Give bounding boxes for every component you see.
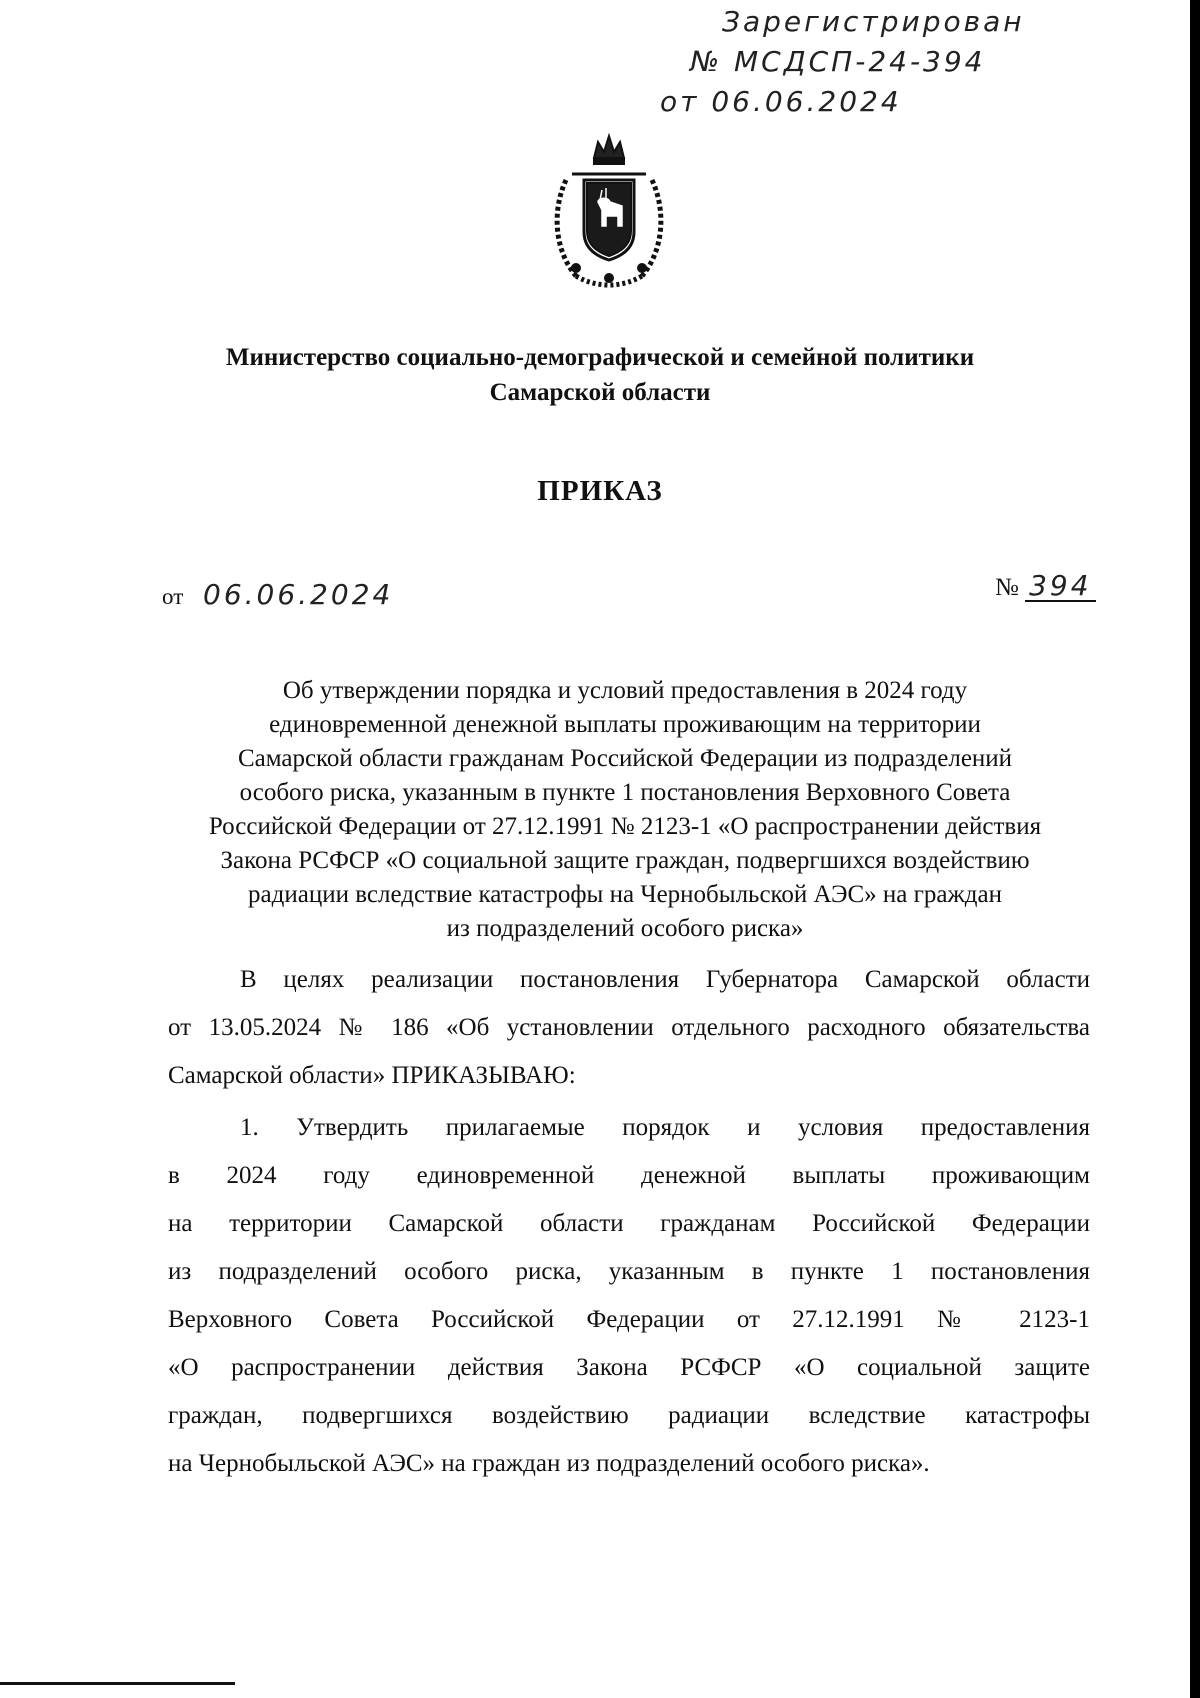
paragraph-line: «О распространении действия Закона РСФСР «О социальной защите (168, 1354, 1090, 1381)
scan-right-border (1190, 0, 1200, 1698)
date-value: 06.06.2024 (203, 578, 394, 611)
ministry-line-2: Самарской области (489, 379, 711, 406)
date-prefix: от (162, 584, 184, 609)
registration-line-2: № МСДСП-24-394 (690, 45, 986, 78)
document-type: ПРИКАЗ (537, 475, 663, 507)
order-item-1 (168, 1104, 1090, 1488)
number-value: 394 (1025, 572, 1095, 602)
paragraph-line: Верховного Совета Российской Федерации от 27.12.1991 № 2123-1 (168, 1306, 1090, 1333)
paragraph-line: 1. Утвердить прилагаемые порядок и условия предоставления (240, 1114, 1090, 1141)
date-row (162, 578, 393, 611)
number-row (995, 569, 1096, 602)
registration-stamp (660, 2, 1025, 122)
number-prefix: № (995, 574, 1019, 601)
paragraph-line: на Чернобыльской АЭС» на граждан из подразделений особого риска». (168, 1450, 930, 1477)
subject-line: единовременной денежной выплаты проживающим на территории (269, 711, 981, 738)
registration-line-3: от 06.06.2024 (660, 85, 902, 118)
subject-line: Российской Федерации от 27.12.1991 № 2123-1 «О распространении действия (208, 813, 1042, 840)
samara-coat-of-arms-icon (546, 130, 672, 290)
paragraph-line: от 13.05.2024 № 186 «Об установлении отдельного расходного обязательства (168, 1014, 1090, 1041)
paragraph-line: на территории Самарской области гражданам Российской Федерации (168, 1210, 1090, 1237)
registration-line-1: Зарегистрирован (722, 5, 1025, 38)
scan-bottom-line (0, 1682, 235, 1685)
paragraph-line: граждан, подвергшихся воздействию радиации вследствие катастрофы (168, 1402, 1090, 1429)
subject-line: особого риска, указанным в пункте 1 постановления Верховного Совета (239, 779, 1011, 806)
paragraph-line: из подразделений особого риска, указанным в пункте 1 постановления (168, 1258, 1090, 1285)
ministry-title (100, 340, 1100, 410)
subject-line: из подразделений особого риска» (446, 915, 804, 942)
paragraph-line: Самарской области» ПРИКАЗЫВАЮ: (168, 1062, 576, 1089)
subject-line: радиации вследствие катастрофы на Чернобыльской АЭС» на граждан (248, 881, 1002, 908)
subject-line: Самарской области гражданам Российской Федерации из подразделений (237, 745, 1013, 772)
subject-line: Об утверждении порядка и условий предоставления в 2024 году (282, 677, 968, 704)
order-subject (160, 674, 1090, 946)
preamble-paragraph (168, 956, 1090, 1100)
subject-line: Закона РСФСР «О социальной защите граждан, подвергшихся воздействию (220, 847, 1030, 874)
coat-of-arms-graphic (546, 130, 672, 290)
ministry-line-1: Министерство социально-демографической и семейной политики (225, 344, 975, 371)
paragraph-line: В целях реализации постановления Губернатора Самарской области (240, 966, 1090, 993)
paragraph-line: в 2024 году единовременной денежной выплаты проживающим (168, 1162, 1090, 1189)
